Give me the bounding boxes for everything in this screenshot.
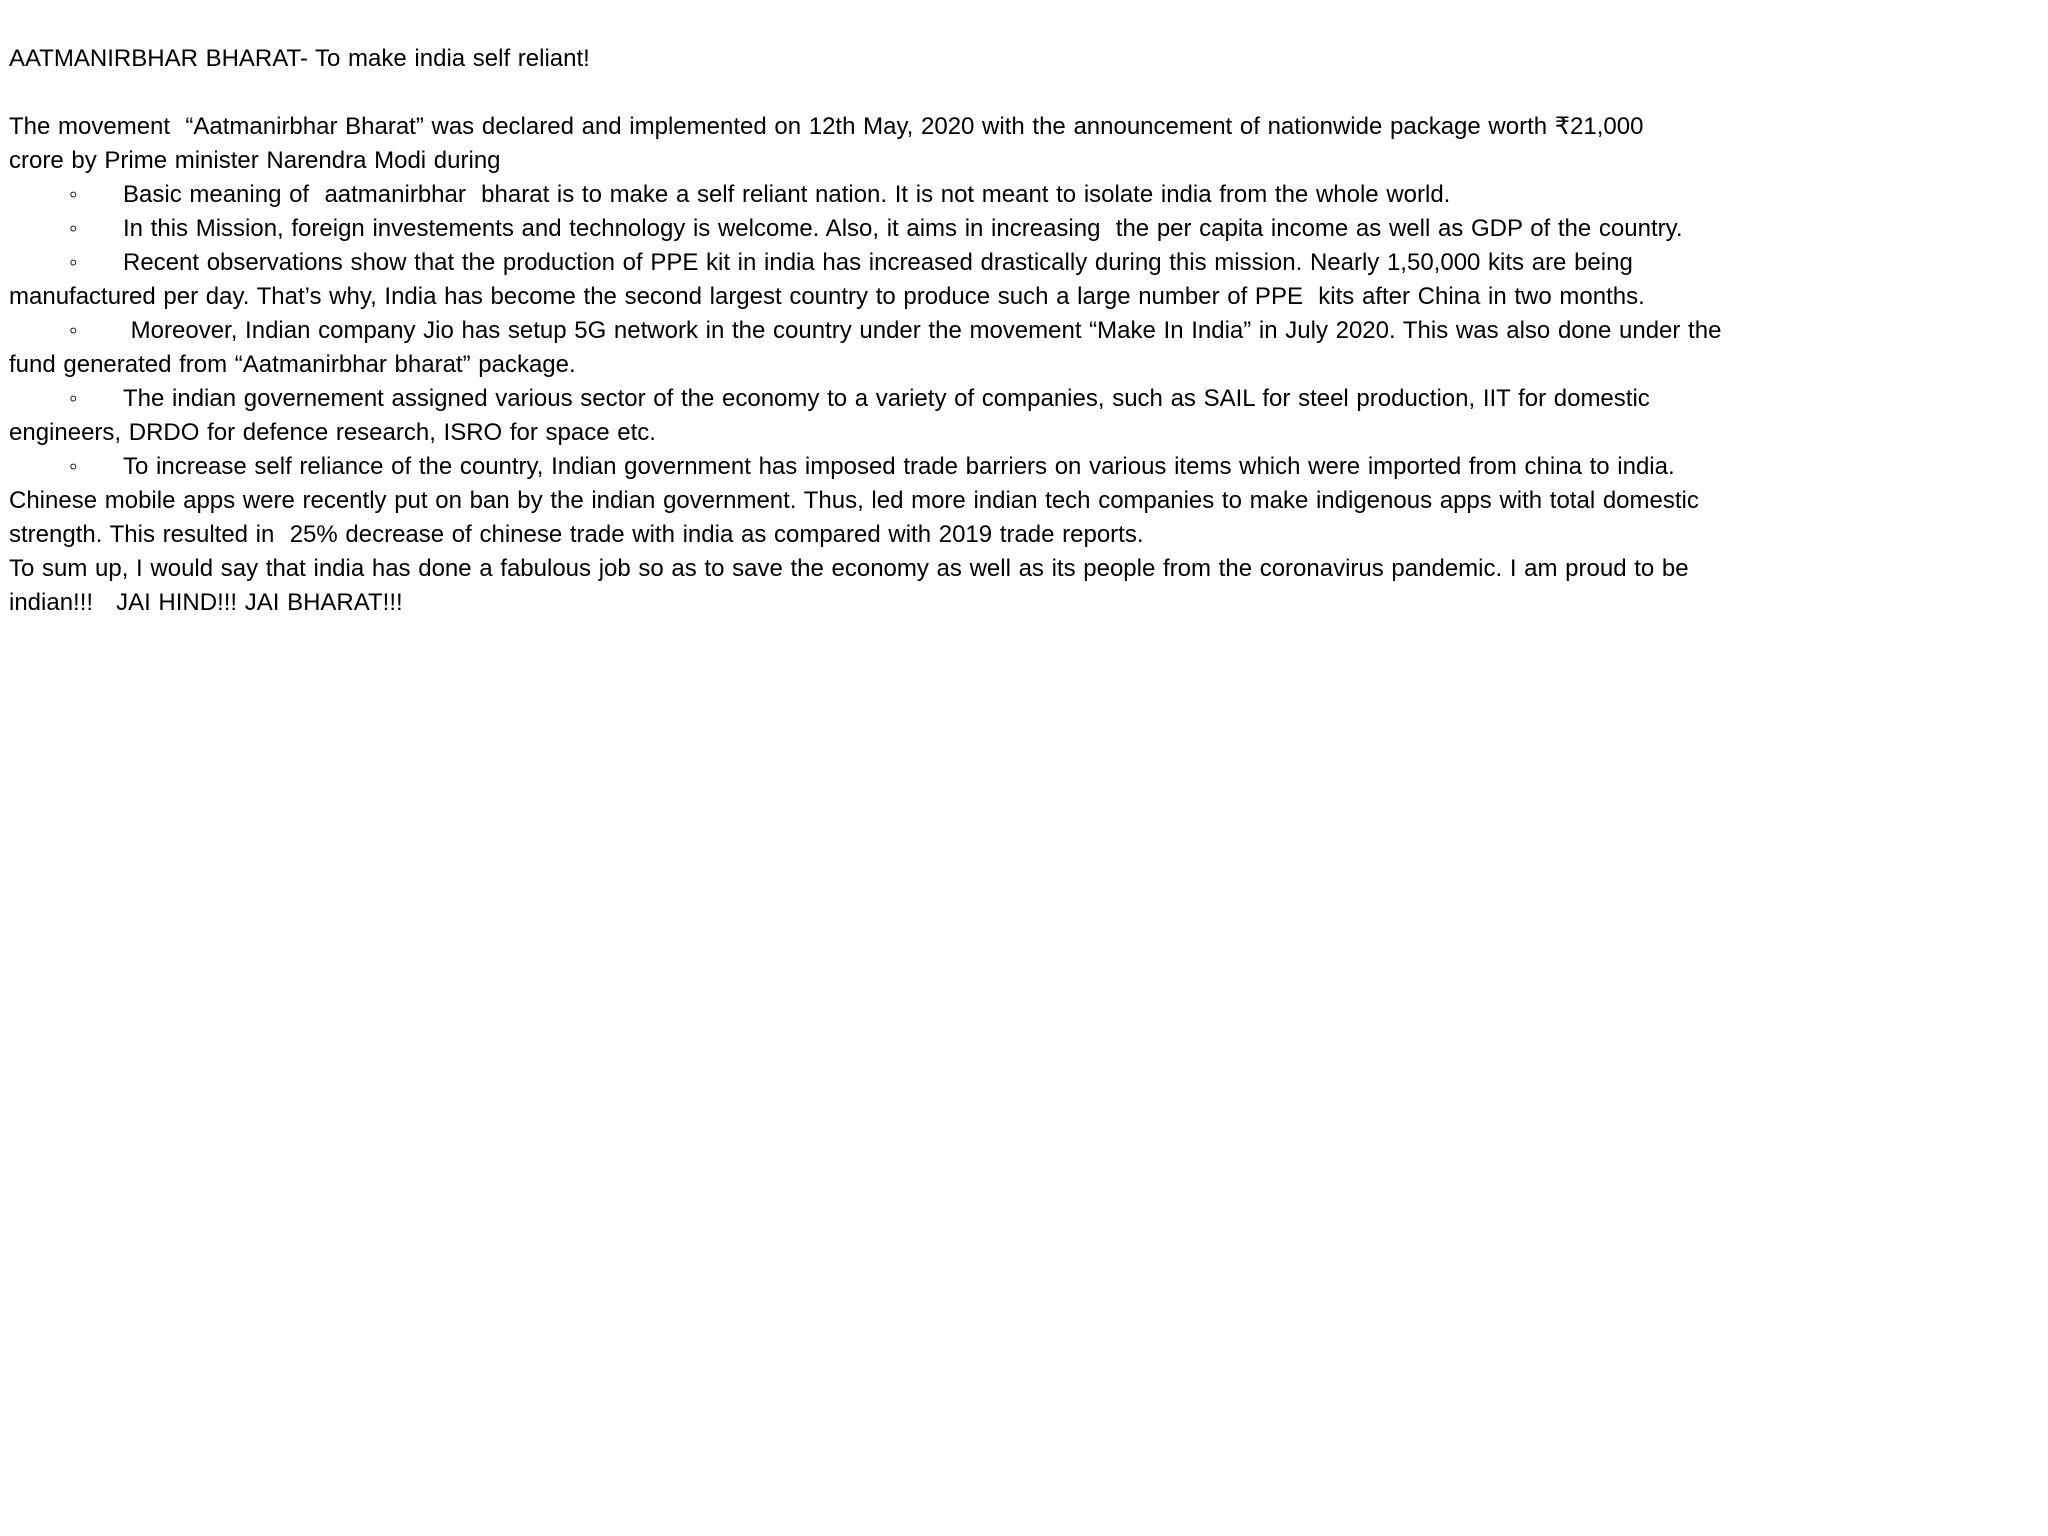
bullet-item-5 — [9, 382, 2042, 416]
bullet-marker-icon: ◦ — [69, 453, 78, 480]
bullet-marker-icon: ◦ — [69, 317, 78, 344]
intro-paragraph-line-2: crore by Prime minister Narendra Modi during — [9, 147, 501, 174]
bullet-marker-icon: ◦ — [69, 181, 78, 208]
bullet-item-1 — [9, 178, 2042, 212]
bullet-6-text: To increase self reliance of the country, Indian government has imposed trade barriers on various items which were imported from china to india. — [123, 453, 1675, 480]
bullet-item-4 — [9, 314, 2042, 348]
blank-line — [9, 76, 2042, 110]
conclusion-line-1: To sum up, I would say that india has done a fabulous job so as to save the economy as well as its people from the coronavirus pandemic. I am proud to be — [9, 555, 1689, 582]
bullet-marker-icon: ◦ — [69, 249, 78, 276]
bullet-3-text: Recent observations show that the production of PPE kit in india has increased drastically during this mission. Nearly 1,50,000 kits are being — [123, 249, 1633, 276]
bullet-6-continuation-2: strength. This resulted in 25% decrease of chinese trade with india as compared with 2019 trade reports. — [9, 521, 1144, 548]
bullet-6-continuation-1: Chinese mobile apps were recently put on ban by the indian government. Thus, led more indian tech companies to make indigenous apps with total domestic — [9, 487, 1699, 514]
bullet-item-3 — [9, 246, 2042, 280]
intro-paragraph-line-1: The movement “Aatmanirbhar Bharat” was declared and implemented on 12th May, 2020 with the announcement of nationwide package worth ₹21,000 — [9, 113, 1644, 140]
bullet-5-text: The indian governement assigned various sector of the economy to a variety of companies, such as SAIL for steel production, IIT for domestic — [123, 385, 1650, 412]
bullet-item-6 — [9, 450, 2042, 484]
bullet-2-text: In this Mission, foreign investements and technology is welcome. Also, it aims in increasing the per capita income as well as GDP of the country. — [123, 215, 1683, 242]
document-title: AATMANIRBHAR BHARAT- To make india self reliant! — [9, 45, 590, 72]
conclusion-line-2: indian!!! JAI HIND!!! JAI BHARAT!!! — [9, 589, 403, 616]
bullet-5-continuation: engineers, DRDO for defence research, ISRO for space etc. — [9, 419, 656, 446]
bullet-4-text: Moreover, Indian company Jio has setup 5G network in the country under the movement “Make In India” in July 2020. This was also done under the — [123, 317, 1722, 344]
bullet-marker-icon: ◦ — [69, 385, 78, 412]
bullet-3-continuation: manufactured per day. That’s why, India has become the second largest country to produce such a large number of PPE kits after China in two months. — [9, 283, 1645, 310]
bullet-1-text: Basic meaning of aatmanirbhar bharat is to make a self reliant nation. It is not meant to isolate india from the whole world. — [123, 181, 1451, 208]
bullet-4-continuation: fund generated from “Aatmanirbhar bharat” package. — [9, 351, 576, 378]
bullet-marker-icon: ◦ — [69, 215, 78, 242]
bullet-item-2 — [9, 212, 2042, 246]
